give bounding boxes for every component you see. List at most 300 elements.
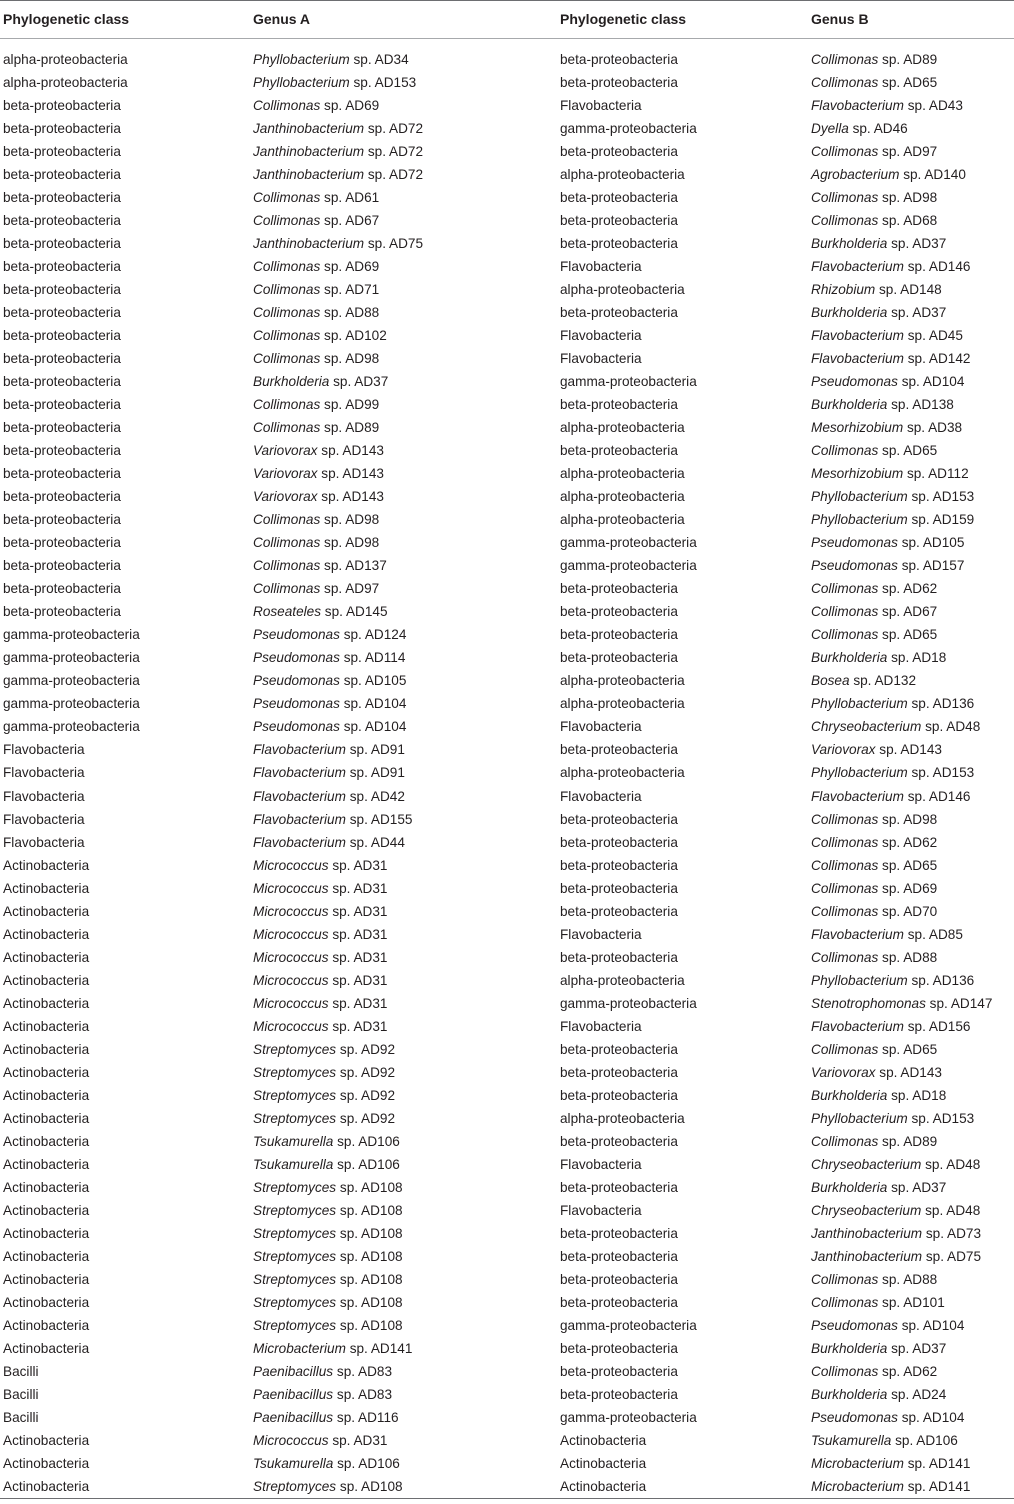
cell-class-a: Actinobacteria [3,949,90,965]
cell-genus-a [253,462,560,485]
strain-a: sp. AD89 [324,420,380,436]
cell-class-a: beta-proteobacteria [3,236,121,252]
cell-class-a: gamma-proteobacteria [3,627,140,643]
cell-class-a: alpha-proteobacteria [3,52,128,67]
strain-b: sp. AD85 [907,926,963,942]
cell-class-b: beta-proteobacteria [560,443,678,459]
strain-a: sp. AD31 [332,972,388,988]
genus-b-name: Variovorax [811,742,876,758]
genus-b-name: Flavobacterium [811,351,904,367]
cell-class-b: Flavobacteria [560,1018,642,1034]
cell-class-a: Actinobacteria [3,880,90,896]
strain-a: sp. AD83 [336,1386,393,1402]
strain-b: sp. AD146 [907,259,971,275]
cell-genus-b [811,278,1014,301]
table-row [0,347,1014,370]
table-row [0,117,1014,140]
cell-class-a: beta-proteobacteria [3,98,121,114]
genus-b-name: Mesorhizobium [811,420,904,436]
strain-b: sp. AD38 [906,420,963,436]
genus-b-name: Collimonas [811,190,879,206]
genus-b-name: Flavobacterium [811,259,904,275]
cell-genus-b [811,71,1014,94]
genus-a-name: Janthinobacterium [253,144,365,160]
table-row [0,785,1014,808]
strain-b: sp. AD89 [882,1133,938,1149]
cell-class-a: alpha-proteobacteria [3,75,128,91]
cell-genus-a [253,761,560,784]
cell-genus-a [253,439,560,462]
cell-genus-b [811,255,1014,278]
genus-a-name: Flavobacterium [253,765,346,781]
genus-b-name: Phyllobacterium [811,972,908,988]
cell-genus-b [811,577,1014,600]
genus-b-name: Phyllobacterium [811,489,908,505]
genus-b-name: Chryseobacterium [811,1202,922,1218]
genus-b-name: Collimonas [811,443,879,459]
genus-b-name: Rhizobium [811,282,876,298]
genus-a-name: Pseudomonas [253,696,340,712]
strain-b: sp. AD69 [882,880,938,896]
cell-class-b: beta-proteobacteria [560,190,678,206]
table-body [0,39,1014,1499]
cell-genus-a [253,140,560,163]
cell-genus-b [811,646,1014,669]
cell-genus-a [253,301,560,324]
strain-b: sp. AD48 [925,1202,981,1218]
cell-class-b: beta-proteobacteria [560,742,678,758]
strain-b: sp. AD159 [911,512,975,528]
cell-genus-b [811,462,1014,485]
strain-b: sp. AD98 [882,811,938,827]
strain-b: sp. AD88 [882,949,938,965]
table-row [0,1383,1014,1406]
table-row [0,623,1014,646]
cell-class-b: beta-proteobacteria [560,650,678,666]
cell-genus-a [253,531,560,554]
cell-genus-a [253,1107,560,1130]
table-row [0,278,1014,301]
strain-b: sp. AD104 [901,1409,965,1425]
cell-genus-a [253,278,560,301]
cell-genus-a [253,969,560,992]
genus-a-name: Collimonas [253,305,321,321]
cell-genus-b [811,1084,1014,1107]
strain-a: sp. AD106 [337,1133,400,1149]
genus-b-name: Phyllobacterium [811,512,908,528]
cell-class-a: Actinobacteria [3,1432,90,1448]
table-row [0,1429,1014,1452]
genus-a-name: Pseudomonas [253,719,340,735]
cell-class-b: alpha-proteobacteria [560,512,685,528]
cell-class-b: beta-proteobacteria [560,1225,678,1241]
strain-b: sp. AD146 [907,788,971,804]
table-row [0,255,1014,278]
strain-b: sp. AD18 [891,650,947,666]
cell-genus-b [811,163,1014,186]
strain-a: sp. AD75 [367,236,424,252]
genus-b-name: Collimonas [811,1294,879,1310]
cell-class-b: Actinobacteria [560,1478,647,1494]
cell-class-a: Actinobacteria [3,1041,90,1057]
strain-b: sp. AD112 [906,466,969,482]
genus-b-name: Phyllobacterium [811,765,908,781]
cell-class-b: beta-proteobacteria [560,1340,678,1356]
strain-b: sp. AD153 [911,765,975,781]
genus-b-name: Flavobacterium [811,926,904,942]
genus-a-name: Burkholderia [253,374,330,390]
cell-class-a: Actinobacteria [3,1179,90,1195]
cell-class-b: alpha-proteobacteria [560,673,685,689]
cell-genus-b [811,94,1014,117]
strain-a: sp. AD91 [349,765,405,781]
genus-b-name: Collimonas [811,213,879,229]
cell-genus-b [811,554,1014,577]
cell-class-b: beta-proteobacteria [560,1363,678,1379]
cell-genus-b [811,1222,1014,1245]
genus-b-name: Chryseobacterium [811,719,922,735]
header-genus-b: Genus B [811,11,869,27]
genus-b-name: Burkholderia [811,1179,888,1195]
genus-a-name: Collimonas [253,328,321,344]
strain-b: sp. AD73 [925,1225,982,1241]
cell-genus-a [253,992,560,1015]
genus-a-name: Tsukamurella [253,1455,334,1471]
cell-class-b: beta-proteobacteria [560,305,678,321]
genus-a-name: Streptomyces [253,1087,337,1103]
cell-genus-a [253,1153,560,1176]
cell-genus-a [253,1429,560,1452]
genus-a-name: Paenibacillus [253,1363,334,1379]
cell-class-b: alpha-proteobacteria [560,167,685,183]
cell-genus-b [811,1176,1014,1199]
table-header [0,1,1014,39]
cell-class-b: beta-proteobacteria [560,1087,678,1103]
genus-a-name: Variovorax [253,489,318,505]
cell-class-a: Actinobacteria [3,903,90,919]
table-row [0,209,1014,232]
cell-genus-b [811,1383,1014,1406]
cell-class-a: beta-proteobacteria [3,558,121,574]
strain-a: sp. AD108 [339,1225,403,1241]
cell-genus-b [811,1337,1014,1360]
strain-a: sp. AD91 [349,742,405,758]
table-row [0,232,1014,255]
strain-b: sp. AD104 [901,1317,965,1333]
genus-a-name: Collimonas [253,259,321,275]
cell-class-a: Actinobacteria [3,1225,90,1241]
strain-b: sp. AD62 [882,581,938,597]
genus-a-name: Collimonas [253,397,321,413]
genus-b-name: Phyllobacterium [811,1110,908,1126]
cell-genus-b [811,1038,1014,1061]
genus-a-name: Pseudomonas [253,627,340,643]
table-row [0,1153,1014,1176]
strain-a: sp. AD42 [349,788,405,804]
genus-b-name: Burkholderia [811,1386,888,1402]
cell-class-a: beta-proteobacteria [3,121,121,137]
genus-a-name: Collimonas [253,351,321,367]
strain-a: sp. AD155 [349,811,413,827]
table-row [0,1084,1014,1107]
table-row [0,1130,1014,1153]
strain-a: sp. AD105 [343,673,407,689]
cell-class-b: Flavobacteria [560,351,642,367]
genus-a-name: Streptomyces [253,1248,337,1264]
strain-a: sp. AD44 [349,834,405,850]
genus-a-name: Collimonas [253,581,321,597]
genus-b-name: Collimonas [811,604,879,620]
cell-class-a: Actinobacteria [3,972,90,988]
table-row [0,370,1014,393]
strain-a: sp. AD141 [349,1340,413,1356]
genus-a-name: Variovorax [253,443,318,459]
genus-b-name: Flavobacterium [811,788,904,804]
cell-class-a: Flavobacteria [3,742,85,758]
cell-class-b: beta-proteobacteria [560,581,678,597]
cell-genus-b [811,1245,1014,1268]
genus-a-name: Phyllobacterium [253,52,350,67]
genus-a-name: Streptomyces [253,1041,337,1057]
strain-a: sp. AD108 [339,1317,403,1333]
genus-b-name: Collimonas [811,811,879,827]
strain-b: sp. AD142 [907,351,971,367]
table-row [0,900,1014,923]
genus-a-name: Collimonas [253,98,321,114]
table-row [0,1268,1014,1291]
genus-b-name: Flavobacterium [811,1018,904,1034]
table-row [0,923,1014,946]
cell-genus-b [811,209,1014,232]
table-row [0,462,1014,485]
cell-genus-a [253,1084,560,1107]
cell-genus-b [811,992,1014,1015]
strain-b: sp. AD65 [882,443,938,459]
cell-genus-b [811,715,1014,738]
cell-genus-b [811,117,1014,140]
genus-a-name: Micrococcus [253,880,329,896]
cell-class-b: alpha-proteobacteria [560,282,685,298]
strain-a: sp. AD92 [339,1087,396,1103]
strain-a: sp. AD71 [324,282,380,298]
cell-genus-b [811,808,1014,831]
genus-a-name: Roseateles [253,604,322,620]
strain-a: sp. AD31 [332,1432,388,1448]
cell-genus-a [253,347,560,370]
cell-genus-a [253,900,560,923]
strain-b: sp. AD97 [882,144,938,160]
strain-b: sp. AD18 [891,1087,947,1103]
strain-b: sp. AD98 [882,190,938,206]
genus-b-name: Collimonas [811,857,879,873]
cell-genus-a [253,600,560,623]
cell-genus-a [253,1038,560,1061]
cell-class-b: alpha-proteobacteria [560,420,685,436]
cell-genus-b [811,1452,1014,1475]
genus-b-name: Pseudomonas [811,374,898,390]
cell-genus-a [253,163,560,186]
cell-class-a: Actinobacteria [3,995,90,1011]
strain-b: sp. AD88 [882,1271,938,1287]
cell-genus-a [253,48,560,71]
strain-a: sp. AD61 [324,190,380,206]
cell-class-b: beta-proteobacteria [560,857,678,873]
table-row [0,1176,1014,1199]
cell-class-b: Flavobacteria [560,1156,642,1172]
cell-class-b: Flavobacteria [560,328,642,344]
strain-a: sp. AD31 [332,926,388,942]
genus-a-name: Flavobacterium [253,811,346,827]
header-genus-a: Genus A [253,11,311,27]
strain-a: sp. AD34 [353,52,409,67]
cell-class-b: alpha-proteobacteria [560,765,685,781]
genus-a-name: Micrococcus [253,1018,329,1034]
strain-b: sp. AD65 [882,627,938,643]
genus-b-name: Phyllobacterium [811,696,908,712]
genus-a-name: Phyllobacterium [253,75,350,91]
cell-class-a: Actinobacteria [3,1110,90,1126]
strain-b: sp. AD138 [891,397,954,413]
strain-a: sp. AD104 [343,696,407,712]
strain-b: sp. AD143 [879,742,942,758]
strain-b: sp. AD147 [929,995,993,1011]
cell-genus-a [253,1130,560,1153]
cell-genus-a [253,324,560,347]
genus-a-name: Pseudomonas [253,673,340,689]
genus-b-name: Collimonas [811,581,879,597]
genus-a-name: Tsukamurella [253,1156,334,1172]
cell-genus-b [811,600,1014,623]
strain-b: sp. AD45 [907,328,963,344]
cell-class-a: beta-proteobacteria [3,282,121,298]
table-row [0,531,1014,554]
cell-class-b: gamma-proteobacteria [560,535,697,551]
genus-a-name: Collimonas [253,213,321,229]
strain-a: sp. AD124 [343,627,407,643]
cell-genus-b [811,1199,1014,1222]
genus-a-name: Pseudomonas [253,650,340,666]
genus-b-name: Collimonas [811,144,879,160]
strain-b: sp. AD104 [901,374,965,390]
cell-class-a: Actinobacteria [3,1018,90,1034]
cell-genus-b [811,923,1014,946]
genus-a-name: Collimonas [253,512,321,528]
cell-class-b: alpha-proteobacteria [560,466,685,482]
cell-class-a: gamma-proteobacteria [3,673,140,689]
cell-genus-a [253,715,560,738]
header-class-b: Phylogenetic class [560,11,687,27]
table-row [0,94,1014,117]
genus-a-name: Janthinobacterium [253,236,365,252]
cell-class-a: beta-proteobacteria [3,443,121,459]
cell-class-b: Flavobacteria [560,259,642,275]
strain-a: sp. AD106 [337,1156,400,1172]
cell-class-a: beta-proteobacteria [3,512,121,528]
cell-class-b: Flavobacteria [560,788,642,804]
cell-genus-a [253,692,560,715]
cell-genus-b [811,623,1014,646]
cell-genus-b [811,1429,1014,1452]
genus-b-name: Burkholderia [811,650,888,666]
cell-genus-b [811,831,1014,854]
cell-class-a: beta-proteobacteria [3,167,121,183]
cell-class-a: Flavobacteria [3,834,85,850]
strain-b: sp. AD65 [882,1041,938,1057]
strain-a: sp. AD88 [324,305,380,321]
cell-class-b: Flavobacteria [560,98,642,114]
table-row [0,48,1014,71]
cell-class-b: beta-proteobacteria [560,1248,678,1264]
strain-b: sp. AD136 [911,972,975,988]
cell-class-a: gamma-proteobacteria [3,696,140,712]
cell-class-b: gamma-proteobacteria [560,995,697,1011]
cell-class-a: Flavobacteria [3,811,85,827]
strain-a: sp. AD98 [324,512,380,528]
genus-a-name: Streptomyces [253,1110,337,1126]
cell-genus-b [811,485,1014,508]
strain-b: sp. AD75 [925,1248,982,1264]
cell-genus-a [253,255,560,278]
cell-genus-b [811,1153,1014,1176]
cell-class-b: beta-proteobacteria [560,949,678,965]
cell-genus-a [253,1475,560,1498]
cell-genus-b [811,324,1014,347]
cell-class-b: beta-proteobacteria [560,236,678,252]
table-row [0,140,1014,163]
table-row [0,738,1014,761]
cell-class-b: beta-proteobacteria [560,397,678,413]
cell-genus-a [253,1199,560,1222]
cell-class-a: Actinobacteria [3,857,90,873]
strain-a: sp. AD116 [336,1409,399,1425]
cell-class-a: beta-proteobacteria [3,420,121,436]
strain-a: sp. AD108 [339,1248,403,1264]
table-row [0,1475,1014,1498]
strain-a: sp. AD108 [339,1478,403,1494]
table-row [0,1245,1014,1268]
genus-b-name: Collimonas [811,949,879,965]
cell-genus-a [253,1383,560,1406]
table-row [0,485,1014,508]
header-class-a: Phylogenetic class [3,11,130,27]
strain-a: sp. AD31 [332,857,388,873]
cell-genus-a [253,1176,560,1199]
table-row [0,808,1014,831]
strain-a: sp. AD72 [367,144,424,160]
strain-a: sp. AD143 [321,443,384,459]
genus-b-name: Burkholderia [811,397,888,413]
cell-class-b: beta-proteobacteria [560,627,678,643]
cell-genus-a [253,646,560,669]
genus-a-name: Streptomyces [253,1064,337,1080]
cell-class-a: beta-proteobacteria [3,397,121,413]
strain-b: sp. AD153 [911,489,975,505]
cell-class-b: gamma-proteobacteria [560,374,697,390]
cell-class-b: gamma-proteobacteria [560,1409,697,1425]
genus-a-name: Streptomyces [253,1478,337,1494]
cell-class-a: beta-proteobacteria [3,374,121,390]
cell-genus-b [811,900,1014,923]
strain-b: sp. AD141 [907,1455,971,1471]
cell-genus-a [253,808,560,831]
strain-b: sp. AD70 [882,903,938,919]
cell-class-a: Actinobacteria [3,926,90,942]
table-row [0,854,1014,877]
strain-b: sp. AD153 [911,1110,975,1126]
cell-class-a: Actinobacteria [3,1202,90,1218]
cell-genus-a [253,94,560,117]
cell-class-a: Bacilli [3,1386,39,1402]
